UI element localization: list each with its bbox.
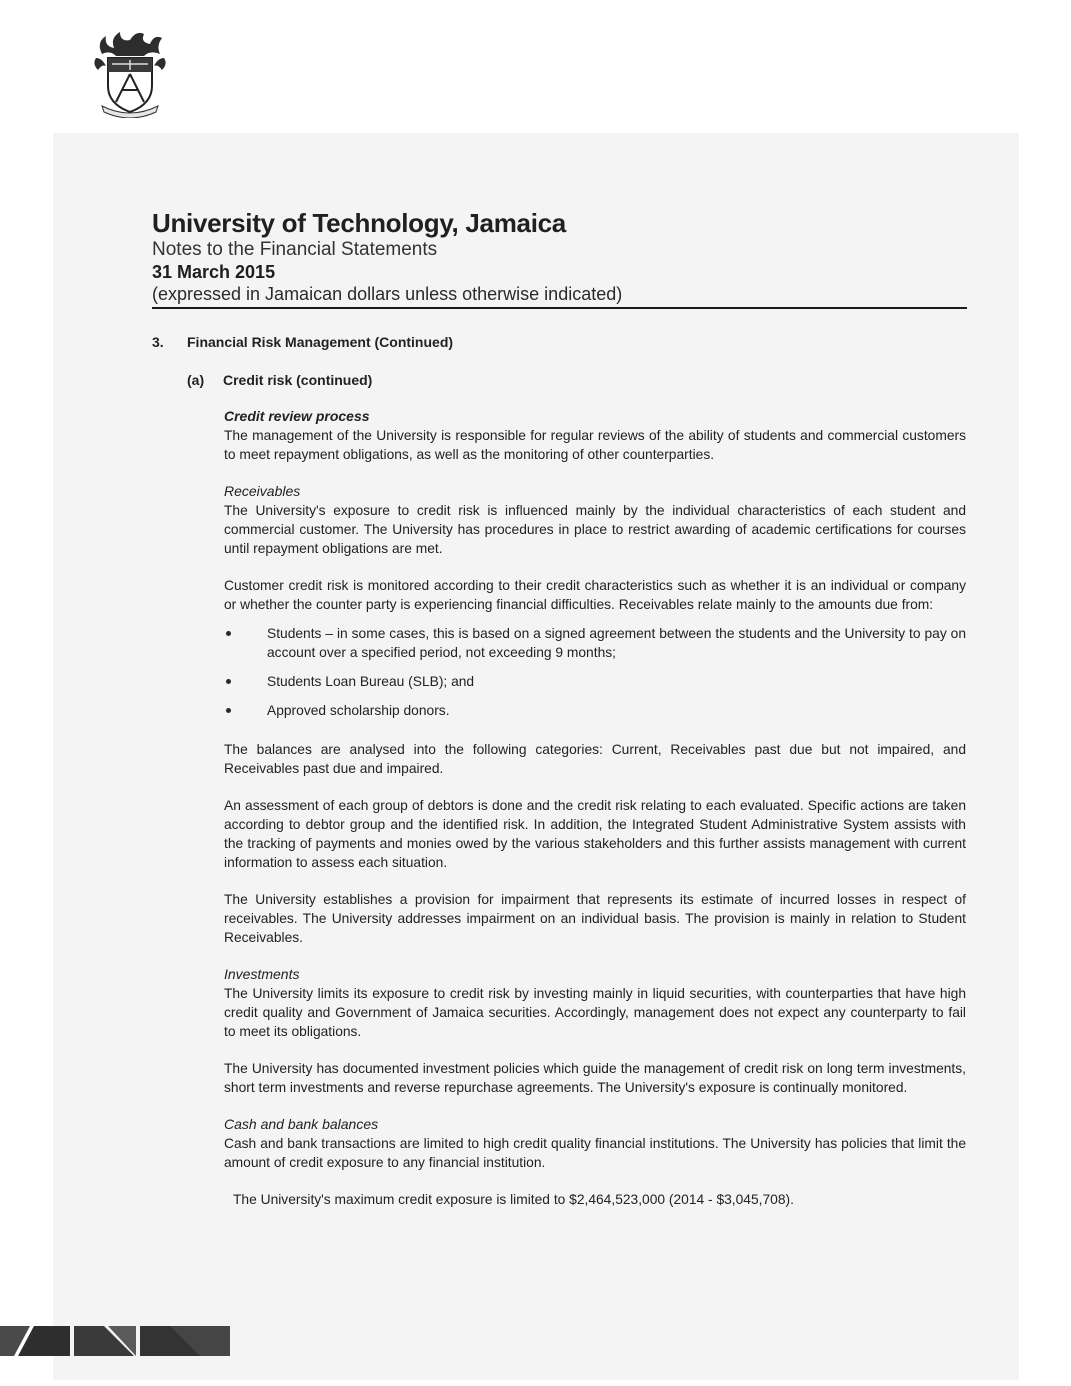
currency-note: (expressed in Jamaican dollars unless otherwise indicated) (152, 284, 623, 304)
receivables-paragraph: The University's exposure to credit risk is influenced mainly by the individual characteristics of each student and commercial customer. The University has procedures in place to restrict awarding of academic certifications for courses until repayment obligations are met. (224, 503, 966, 556)
max-exposure-paragraph: The University's maximum credit exposure is limited to $2,464,523,000 (2014 - $3,045,708). (233, 1192, 794, 1207)
subsection-title: Credit risk (continued) (223, 372, 373, 388)
list-item: Approved scholarship donors. (224, 701, 966, 720)
receivables-list (224, 624, 966, 720)
section-number: 3. (152, 334, 164, 350)
statement-date: 31 March 2015 (152, 262, 276, 282)
subsection-label: (a) (187, 372, 205, 388)
document-header (152, 207, 967, 309)
list-item: Students – in some cases, this is based on a signed agreement between the students and the University to pay on account over a specified period, not exceeding 9 months; (224, 624, 966, 662)
customer-risk-paragraph: Customer credit risk is monitored according to their credit characteristics such as whether it is an individual or company or whether the counter party is experiencing financial difficulties. Receivables relate mainly to the amounts due from: (224, 578, 966, 612)
footer-decoration (0, 1326, 230, 1356)
cash-paragraph: Cash and bank transactions are limited to high credit quality financial institutions. The University has policies that limit the amount of credit exposure to any financial institution. (224, 1136, 966, 1170)
investment-policies-paragraph: The University has documented investment policies which guide the management of credit risk on long term investments, short term investments and reverse repurchase agreements. The University's exposure is continually monitored. (224, 1061, 966, 1095)
assessment-paragraph: An assessment of each group of debtors is done and the credit risk relating to each evaluated. Specific actions are taken according to debtor group and the identified risk. In addition, the Integrated Student Administrative System assists with the tracking of payments and monies owed by the various stakeholders and this further assists management with current information to assess each situation. (224, 798, 966, 870)
balances-paragraph: The balances are analysed into the following categories: Current, Receivables past due but not impaired, and Receivables past due and impaired. (224, 742, 966, 776)
investments-heading: Investments (224, 966, 300, 982)
bullet-icon (226, 679, 231, 684)
credit-review-paragraph: The management of the University is responsible for regular reviews of the ability of students and commercial customers to meet repayment obligations, as well as the monitoring of other counterparties. (224, 428, 966, 462)
list-item: Students Loan Bureau (SLB); and (224, 672, 966, 691)
credit-review-heading: Credit review process (224, 408, 370, 424)
document-subtitle: Notes to the Financial Statements (152, 239, 438, 260)
receivables-heading: Receivables (224, 483, 301, 499)
cash-heading: Cash and bank balances (224, 1116, 379, 1132)
bullet-icon (226, 708, 231, 713)
investments-paragraph: The University limits its exposure to credit risk by investing mainly in liquid securities, with counterparties that have high credit quality and Government of Jamaica securities. Accordingly, management does not expect any counterparty to fail to meet its obligations. (224, 986, 966, 1039)
organization-name: University of Technology, Jamaica (152, 208, 566, 238)
section-body (224, 407, 966, 1209)
bullet-icon (226, 631, 231, 636)
university-crest-icon (92, 24, 168, 118)
header-rule (152, 307, 967, 309)
provision-paragraph: The University establishes a provision for impairment that represents its estimate of incurred losses in respect of receivables. The University addresses impairment on an individual basis. The provision is mainly in relation to Student Receivables. (224, 892, 966, 945)
section-title: Financial Risk Management (Continued) (187, 334, 454, 350)
